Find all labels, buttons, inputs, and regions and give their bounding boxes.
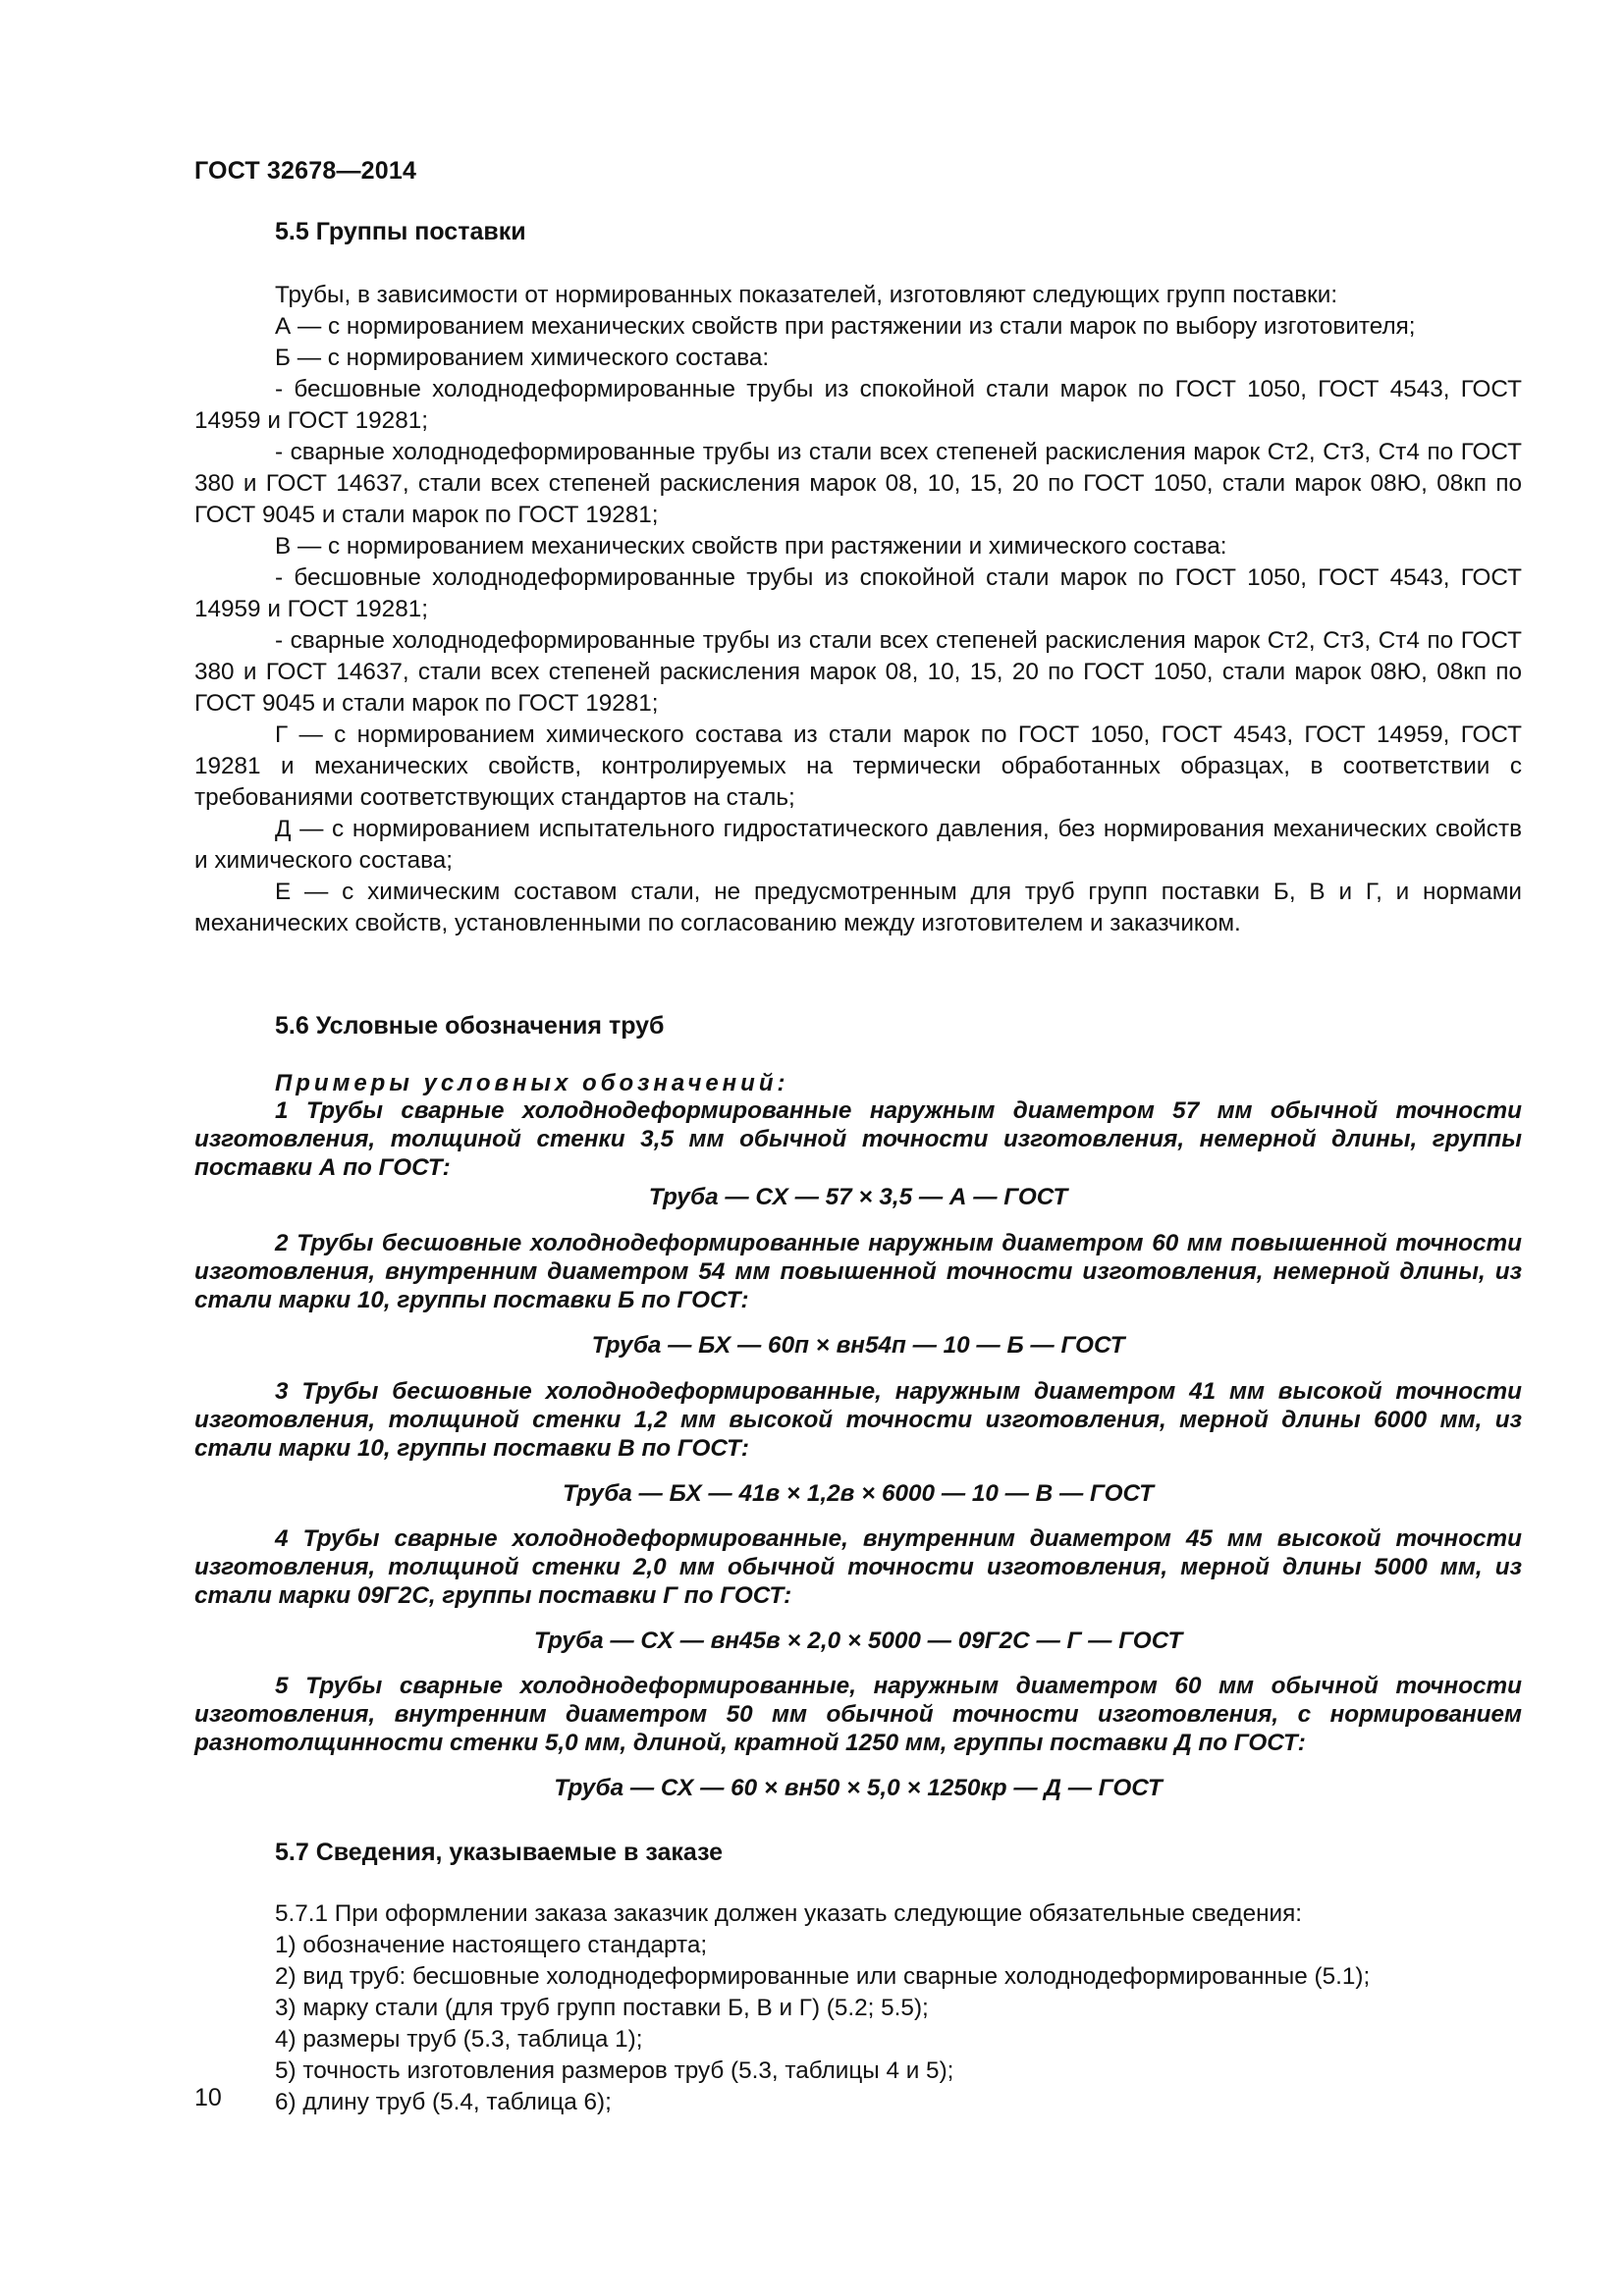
paragraph: - бесшовные холоднодеформированные трубы из спокойной стали марок по ГОСТ 1050, ГОСТ 4543, ГОСТ 14959 и ГОСТ 19281; — [194, 564, 1522, 622]
example-5-formula: Труба — СХ — 60 × вн50 × 5,0 × 1250кр — Д — ГОСТ — [554, 1775, 1163, 1801]
paragraph: 5.7.1 При оформлении заказа заказчик должен указать следующие обязательные сведения: — [275, 1900, 1302, 1927]
example-4-formula: Труба — СХ — вн45в × 2,0 × 5000 — 09Г2С — Г — ГОСТ — [533, 1628, 1183, 1654]
page-number: 10 — [194, 2084, 222, 2111]
section-5-7-title: 5.7 Сведения, указываемые в заказе — [275, 1839, 724, 1866]
paragraph: Б — с нормированием химического состава: — [275, 345, 770, 371]
example-2-formula: Труба — БХ — 60п × вн54п — 10 — Б — ГОСТ — [591, 1332, 1125, 1359]
example-2-text — [194, 1229, 1522, 1314]
document-header: ГОСТ 32678—2014 — [194, 157, 417, 185]
example-1-text — [194, 1096, 1522, 1182]
list-item: 4) размеры труб (5.3, таблица 1); — [275, 2026, 643, 2053]
example-4-text — [194, 1524, 1522, 1610]
list-item: 5) точность изготовления размеров труб (5.3, таблицы 4 и 5); — [275, 2057, 954, 2084]
section-5-6-title: 5.6 Условные обозначения труб — [275, 1012, 665, 1040]
paragraph: Д — с нормированием испытательного гидростатического давления, без нормирования механических свойств и химического состава; — [194, 816, 1522, 874]
list-item: 3) марку стали (для труб групп поставки Б, В и Г) (5.2; 5.5); — [275, 1995, 929, 2021]
example-text: 2 Трубы бесшовные холоднодеформированные наружным диаметром 60 мм повышенной точности изготовления, внутренним диаметром 54 мм повышенной точности изготовления, немерной длины, из стали марки 10, группы поставки Б по ГОСТ: — [194, 1230, 1522, 1313]
paragraph: - сварные холоднодеформированные трубы из стали всех степеней раскисления марок Ст2, Ст3, Ст4 по ГОСТ 380 и ГОСТ 14637, стали всех степеней раскисления марок 08, 10, 15, 20 по ГОСТ 1050, стали марок 08Ю, 08кп по ГОСТ 9045 и стали марок по ГОСТ 19281; — [194, 439, 1522, 528]
example-3-formula: Труба — БХ — 41в × 1,2в × 6000 — 10 — В — ГОСТ — [562, 1480, 1154, 1507]
example-text: 3 Трубы бесшовные холоднодеформированные, наружным диаметром 41 мм высокой точности изготовления, толщиной стенки 1,2 мм высокой точности изготовления, мерной длины 6000 мм, из стали марки 10, группы поставки В по ГОСТ: — [194, 1378, 1522, 1462]
example-text: 1 Трубы сварные холоднодеформированные наружным диаметром 57 мм обычной точности изготовления, толщиной стенки 3,5 мм обычной точности изготовления, немерной длины, группы поставки А по ГОСТ: — [194, 1097, 1522, 1181]
example-1-formula: Труба — СХ — 57 × 3,5 — А — ГОСТ — [648, 1184, 1068, 1210]
example-text: 4 Трубы сварные холоднодеформированные, внутренним диаметром 45 мм высокой точности изготовления, толщиной стенки 2,0 мм обычной точности изготовления, мерной длины 5000 мм, из стали марки 09Г2С, группы поставки Г по ГОСТ: — [194, 1525, 1522, 1609]
example-3-text — [194, 1377, 1522, 1463]
paragraph: Г — с нормированием химического состава из стали марок по ГОСТ 1050, ГОСТ 4543, ГОСТ 14959, ГОСТ 19281 и механических свойств, контролируемых на термически обработанных образцах, в соответствии с требованиями соответствующих стандартов на сталь; — [194, 721, 1522, 811]
section-5-5-title: 5.5 Группы поставки — [275, 218, 526, 245]
section-5-5-body — [194, 280, 1522, 939]
paragraph: В — с нормированием механических свойств при растяжении и химического состава: — [275, 533, 1227, 560]
paragraph: Трубы, в зависимости от нормированных показателей, изготовляют следующих групп поставки: — [275, 282, 1338, 308]
list-item: 6) длину труб (5.4, таблица 6); — [275, 2089, 612, 2115]
list-item: 2) вид труб: бесшовные холоднодеформированные или сварные холоднодеформированные (5.1); — [275, 1963, 1371, 1990]
examples-title: Примеры условных обозначений: — [275, 1070, 789, 1096]
paragraph: А — с нормированием механических свойств при растяжении из стали марок по выбору изготовителя; — [275, 313, 1416, 340]
section-5-7-body — [194, 1898, 1522, 2118]
paragraph: - бесшовные холоднодеформированные трубы из спокойной стали марок по ГОСТ 1050, ГОСТ 4543, ГОСТ 14959 и ГОСТ 19281; — [194, 376, 1522, 434]
example-text: 5 Трубы сварные холоднодеформированные, наружным диаметром 60 мм обычной точности изготовления, внутренним диаметром 50 мм обычной точности изготовления, с нормированием разнотолщинности стенки 5,0 мм, длиной, кратной 1250 мм, группы поставки Д по ГОСТ: — [194, 1673, 1522, 1756]
paragraph: - сварные холоднодеформированные трубы из стали всех степеней раскисления марок Ст2, Ст3, Ст4 по ГОСТ 380 и ГОСТ 14637, стали всех степеней раскисления марок 08, 10, 15, 20 по ГОСТ 1050, стали марок 08Ю, 08кп по ГОСТ 9045 и стали марок по ГОСТ 19281; — [194, 627, 1522, 717]
list-item: 1) обозначение настоящего стандарта; — [275, 1932, 708, 1958]
paragraph: Е — с химическим составом стали, не предусмотренным для труб групп поставки Б, В и Г, и нормами механических свойств, установленными по согласованию между изготовителем и заказчиком. — [194, 879, 1522, 936]
example-5-text — [194, 1672, 1522, 1757]
